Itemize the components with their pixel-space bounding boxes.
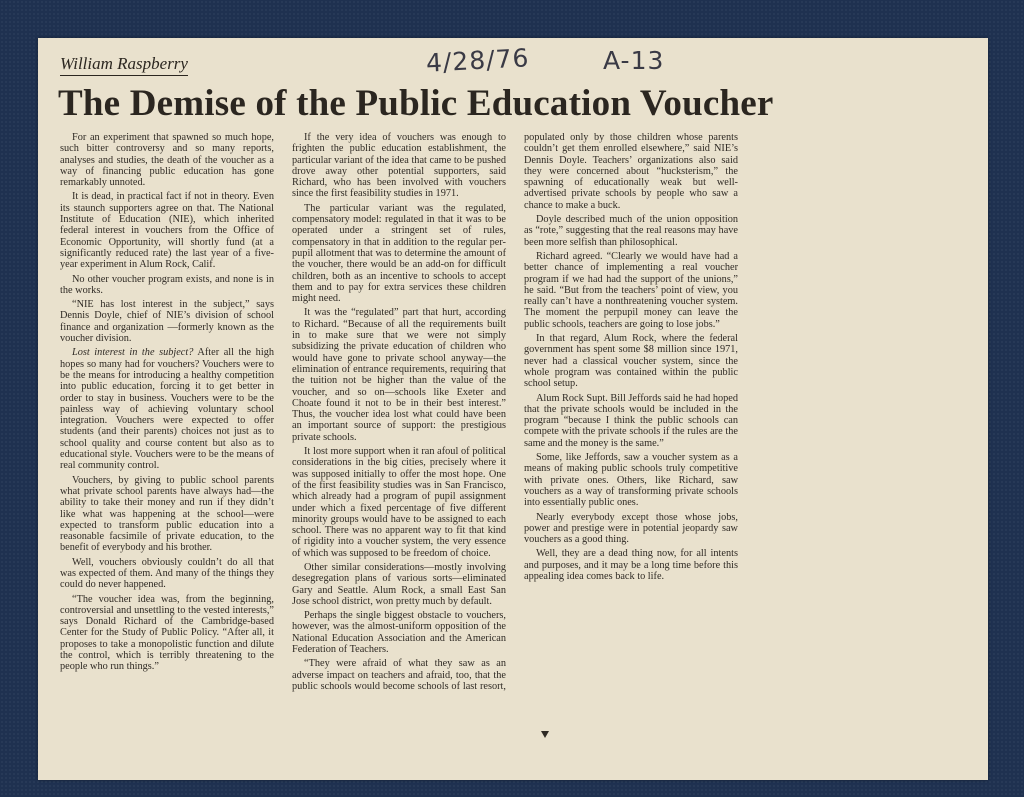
handwritten-date: 4/28/76 xyxy=(425,43,531,78)
article-paragraph: “They were afraid of what they saw as an adverse impact on teachers and afraid, too, that the public schools would become schools of last resort, populated only by those children whose parents couldn’t get them enrolled elsewhere,” said NIE’s Dennis Doyle. Teachers’ organizations also said they were concerned about “hucksterism,” the spawning of educationally weak but well-advertised private schools by people who saw a chance to make a buck. xyxy=(292,132,738,692)
newspaper-clipping xyxy=(38,38,988,780)
article-paragraph: For an experiment that spawned so much hope, such bitter controversy and so many reports, analyses and studies, the death of the voucher as a way of financing public education has gone remarkably unnoted. xyxy=(60,132,274,189)
article-paragraph: Doyle described much of the union opposition as “rote,” suggesting that the real reasons may have been more selfish than philosophical. xyxy=(524,214,738,248)
paragraph-lead-italic: Lost interest in the subject? xyxy=(72,347,194,359)
article-paragraph: Nearly everybody except those whose jobs, power and prestige were in potential jeopardy saw vouchers as a good thing. xyxy=(524,511,738,546)
article-paragraph: The particular variant was the regulated, compensatory model: regulated in that it was to be operated under a stringent set of rules, compensatory in that in addition to the regular per-pupil allotment that was to determine the amount of the voucher, there would be an add-on for difficult children, both as an incentive to schools to accept them and to pay for extra services these children might need. xyxy=(292,202,506,305)
article-paragraph: No other voucher program exists, and none is in the works. xyxy=(60,273,274,296)
byline: William Raspberry xyxy=(60,54,188,76)
article-paragraph: Well, they are a dead thing now, for all intents and purposes, and it may be a long time before this appealing idea comes back to life. xyxy=(524,548,738,582)
article-paragraph: “NIE has lost interest in the subject,” says Dennis Doyle, chief of NIE’s division of school finance and organization —formerly known as the voucher division. xyxy=(60,299,274,345)
continuation-arrow-icon xyxy=(541,731,549,738)
handwritten-page-number: A-13 xyxy=(603,46,665,75)
article-paragraph: Some, like Jeffords, saw a voucher system as a means of making public schools truly competitive with private ones. Others, like Richard, saw vouchers as a way of transforming private schools into essentially public ones. xyxy=(524,452,738,509)
article-paragraph: Vouchers, by giving to public school parents what private school parents have always had—the ability to take their money and run if they didn’t like what was happening at the school—were expected to transform public education into a reasonable facsimile of private education, to the benefit of everybody and his brother. xyxy=(60,474,274,554)
article-paragraph: In that regard, Alum Rock, where the federal government has spent some $8 million since 1971, never had a classical voucher system, since the whole program was contained within the public school setup. xyxy=(524,333,738,390)
paragraph-text: After all the high hopes so many had for vouchers? Vouchers were to be the means for introducing a healthy competition into public education, forcing it to get better in order to stay in business. Vouchers were to be the painless way of achieving voluntary school integration. Vouchers were expected to offer students (and their parents) choices not just as to school quality and course content but also as to educational style. Vouchers were to be the means of real community control. xyxy=(60,347,274,472)
article-paragraph: Perhaps the single biggest obstacle to vouchers, however, was the almost-uniform opposition of the National Education Association and the American Federation of Teachers. xyxy=(292,610,506,656)
article-paragraph: “The voucher idea was, from the beginning, controversial and unsettling to the vested interests,” says Donald Richard of the Cambridge-based Center for the Study of Public Policy. “After all, it proposes to take a monopolistic function and dilute the control, which is terribly threatening to the people who run things.” xyxy=(60,593,274,673)
headline: The Demise of the Public Education Voucher xyxy=(58,83,774,124)
article-paragraph: If the very idea of vouchers was enough to frighten the public education establishment, the particular variant of the idea that came to be pushed drove away other potential supporters, said Richard, who has been involved with vouchers since the first feasibility studies in 1971. xyxy=(292,132,506,200)
article-paragraph: Richard agreed. “Clearly we would have had a better chance of implementing a real voucher program if we had had the support of the unions,” he said. “But from the teachers’ point of view, you really can’t have a nonthreatening voucher system. The moment the perpupil money can leave the public schools, teachers are going to lose jobs.” xyxy=(524,250,738,330)
article-paragraph: It lost more support when it ran afoul of political considerations in the big cities, precisely where it was supposed initially to offer the most hope. One of the first feasibility studies was in San Francisco, which already had a program of pupil assignment under which a fixed percentage of five different minority groups would have to be assigned to each school. There was no apparent way to fit that kind of rigidity into a voucher system, the very essence of which was supposed to be freedom of choice. xyxy=(292,446,506,559)
article-paragraph: Well, vouchers obviously couldn’t do all that was expected of them. And many of the things they could do never happened. xyxy=(60,556,274,591)
article-paragraph: Alum Rock Supt. Bill Jeffords said he had hoped that the private schools would be included in the program “because I think the public schools can compete with the private schools if the rules are the same and the money is the same.” xyxy=(524,392,739,449)
article-paragraph: It is dead, in practical fact if not in theory. Even its staunch supporters agree on that. The National Institute of Education (NIE), which inherited federal interest in vouchers from the Office of Economic Opportunity, will shortly fund (at a significantly reduced rate) the last year of a five-year experiment in Alum Rock, Calif. xyxy=(60,191,274,271)
article-paragraph xyxy=(60,347,274,471)
article-body xyxy=(60,132,970,694)
article-paragraph: It was the “regulated” part that hurt, according to Richard. “Because of all the requirements built in to make sure that we were not simply subsidizing the private education of children who would have gone to private school anyway—the elimination of entrance requirements, requiring that the tuition not be higher than the value of the voucher, and so on—schools like Exeter and Choate found it not to be in their best interest.” Thus, the voucher idea lost what could have been an important source of support: the prestigious private schools. xyxy=(292,307,506,443)
article-paragraph: Other similar considerations—mostly involving desegregation plans of various sorts—eliminated Gary and Seattle. Alum Rock, a small East San Jose school district, won pretty much by default. xyxy=(292,561,506,607)
